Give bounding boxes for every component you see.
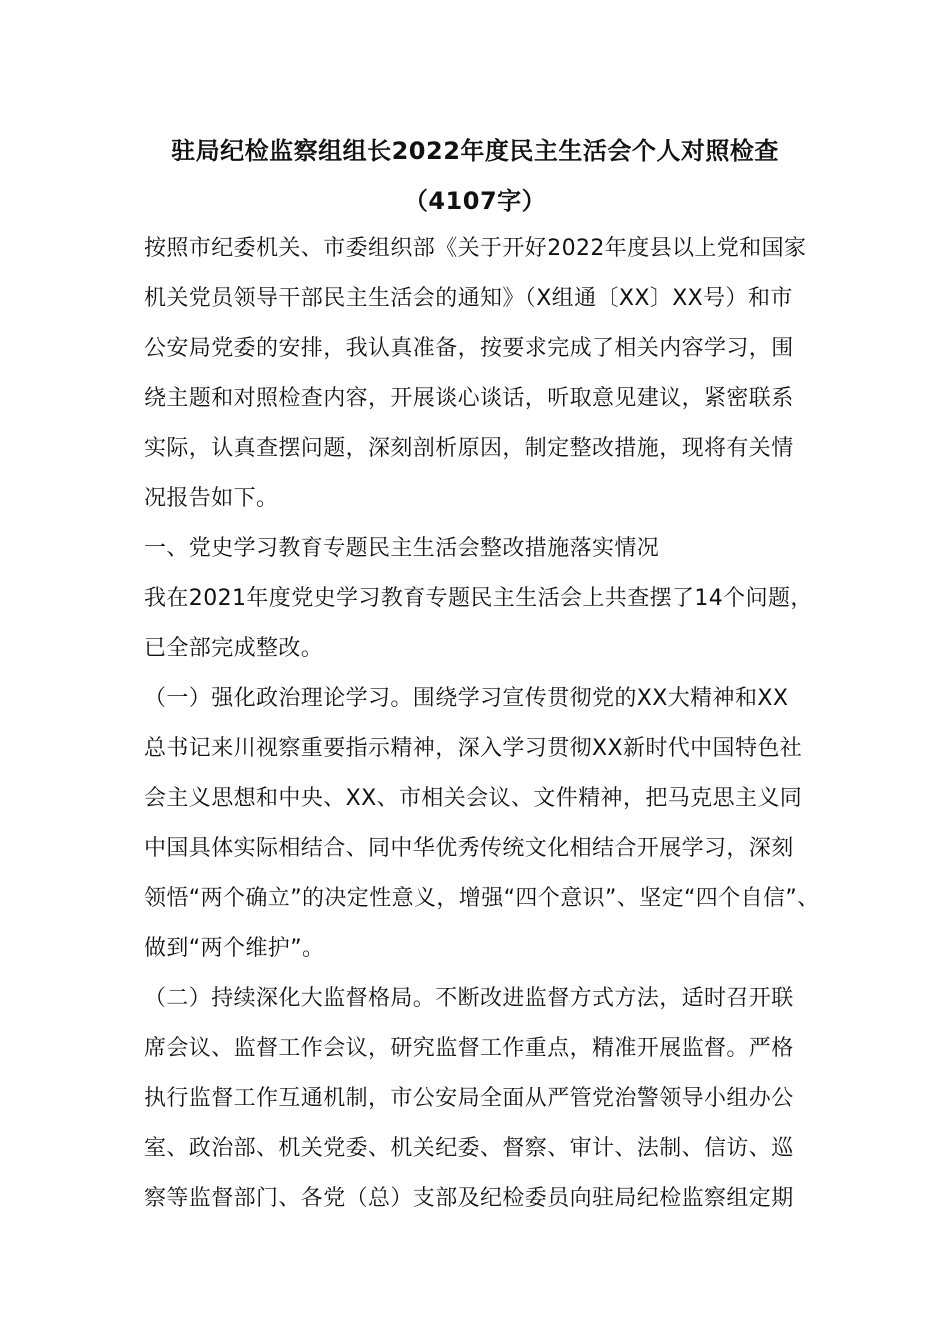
body-line: 机关党员领导干部民主生活会的通知》（X组通〔XX〕XX号）和市 xyxy=(144,286,793,311)
section-heading: 一、党史学习教育专题民主生活会整改措施落实情况 xyxy=(144,536,660,561)
body-line: 我在2021年度党史学习教育专题民主生活会上共查摆了14个问题， xyxy=(144,586,813,611)
body-line: 总书记来川视察重要指示精神，深入学习贯彻XX新时代中国特色社 xyxy=(144,736,803,761)
document-title: 驻局纪检监察组组长2022年度民主生活会个人对照检查 xyxy=(171,137,779,165)
body-line: 已全部完成整改。 xyxy=(144,636,324,661)
body-line: （二）持续深化大监督格局。不断改进监督方式方法，适时召开联 xyxy=(144,986,794,1011)
body-line: 公安局党委的安排，我认真准备，按要求完成了相关内容学习，围 xyxy=(144,336,794,361)
body-line: 室、政治部、机关党委、机关纪委、督察、审计、法制、信访、巡 xyxy=(144,1136,794,1161)
body-line: 察等监督部门、各党（总）支部及纪检委员向驻局纪检监察组定期 xyxy=(144,1186,794,1211)
body-line: 领悟“两个确立”的决定性意义，增强“四个意识”、坚定“四个自信”、 xyxy=(144,886,820,911)
body-line: （一）强化政治理论学习。围绕学习宣传贯彻党的XX大精神和XX xyxy=(144,686,789,711)
body-line: 况报告如下。 xyxy=(144,486,279,511)
body-line: 执行监督工作互通机制，市公安局全面从严管党治警领导小组办公 xyxy=(144,1086,794,1111)
body-line: 按照市纪委机关、市委组织部《关于开好2022年度县以上党和国家 xyxy=(144,236,807,261)
body-line: 做到“两个维护”。 xyxy=(144,936,325,961)
document-word-count: （4107字） xyxy=(403,187,547,215)
body-line: 中国具体实际相结合、同中华优秀传统文化相结合开展学习，深刻 xyxy=(144,836,794,861)
body-line: 席会议、监督工作会议，研究监督工作重点，精准开展监督。严格 xyxy=(144,1036,794,1061)
body-line: 会主义思想和中央、XX、市相关会议、文件精神，把马克思主义同 xyxy=(144,786,803,811)
body-line: 绕主题和对照检查内容，开展谈心谈话，听取意见建议，紧密联系 xyxy=(144,386,794,411)
body-line: 实际，认真查摆问题，深刻剖析原因，制定整改措施，现将有关情 xyxy=(144,436,794,461)
